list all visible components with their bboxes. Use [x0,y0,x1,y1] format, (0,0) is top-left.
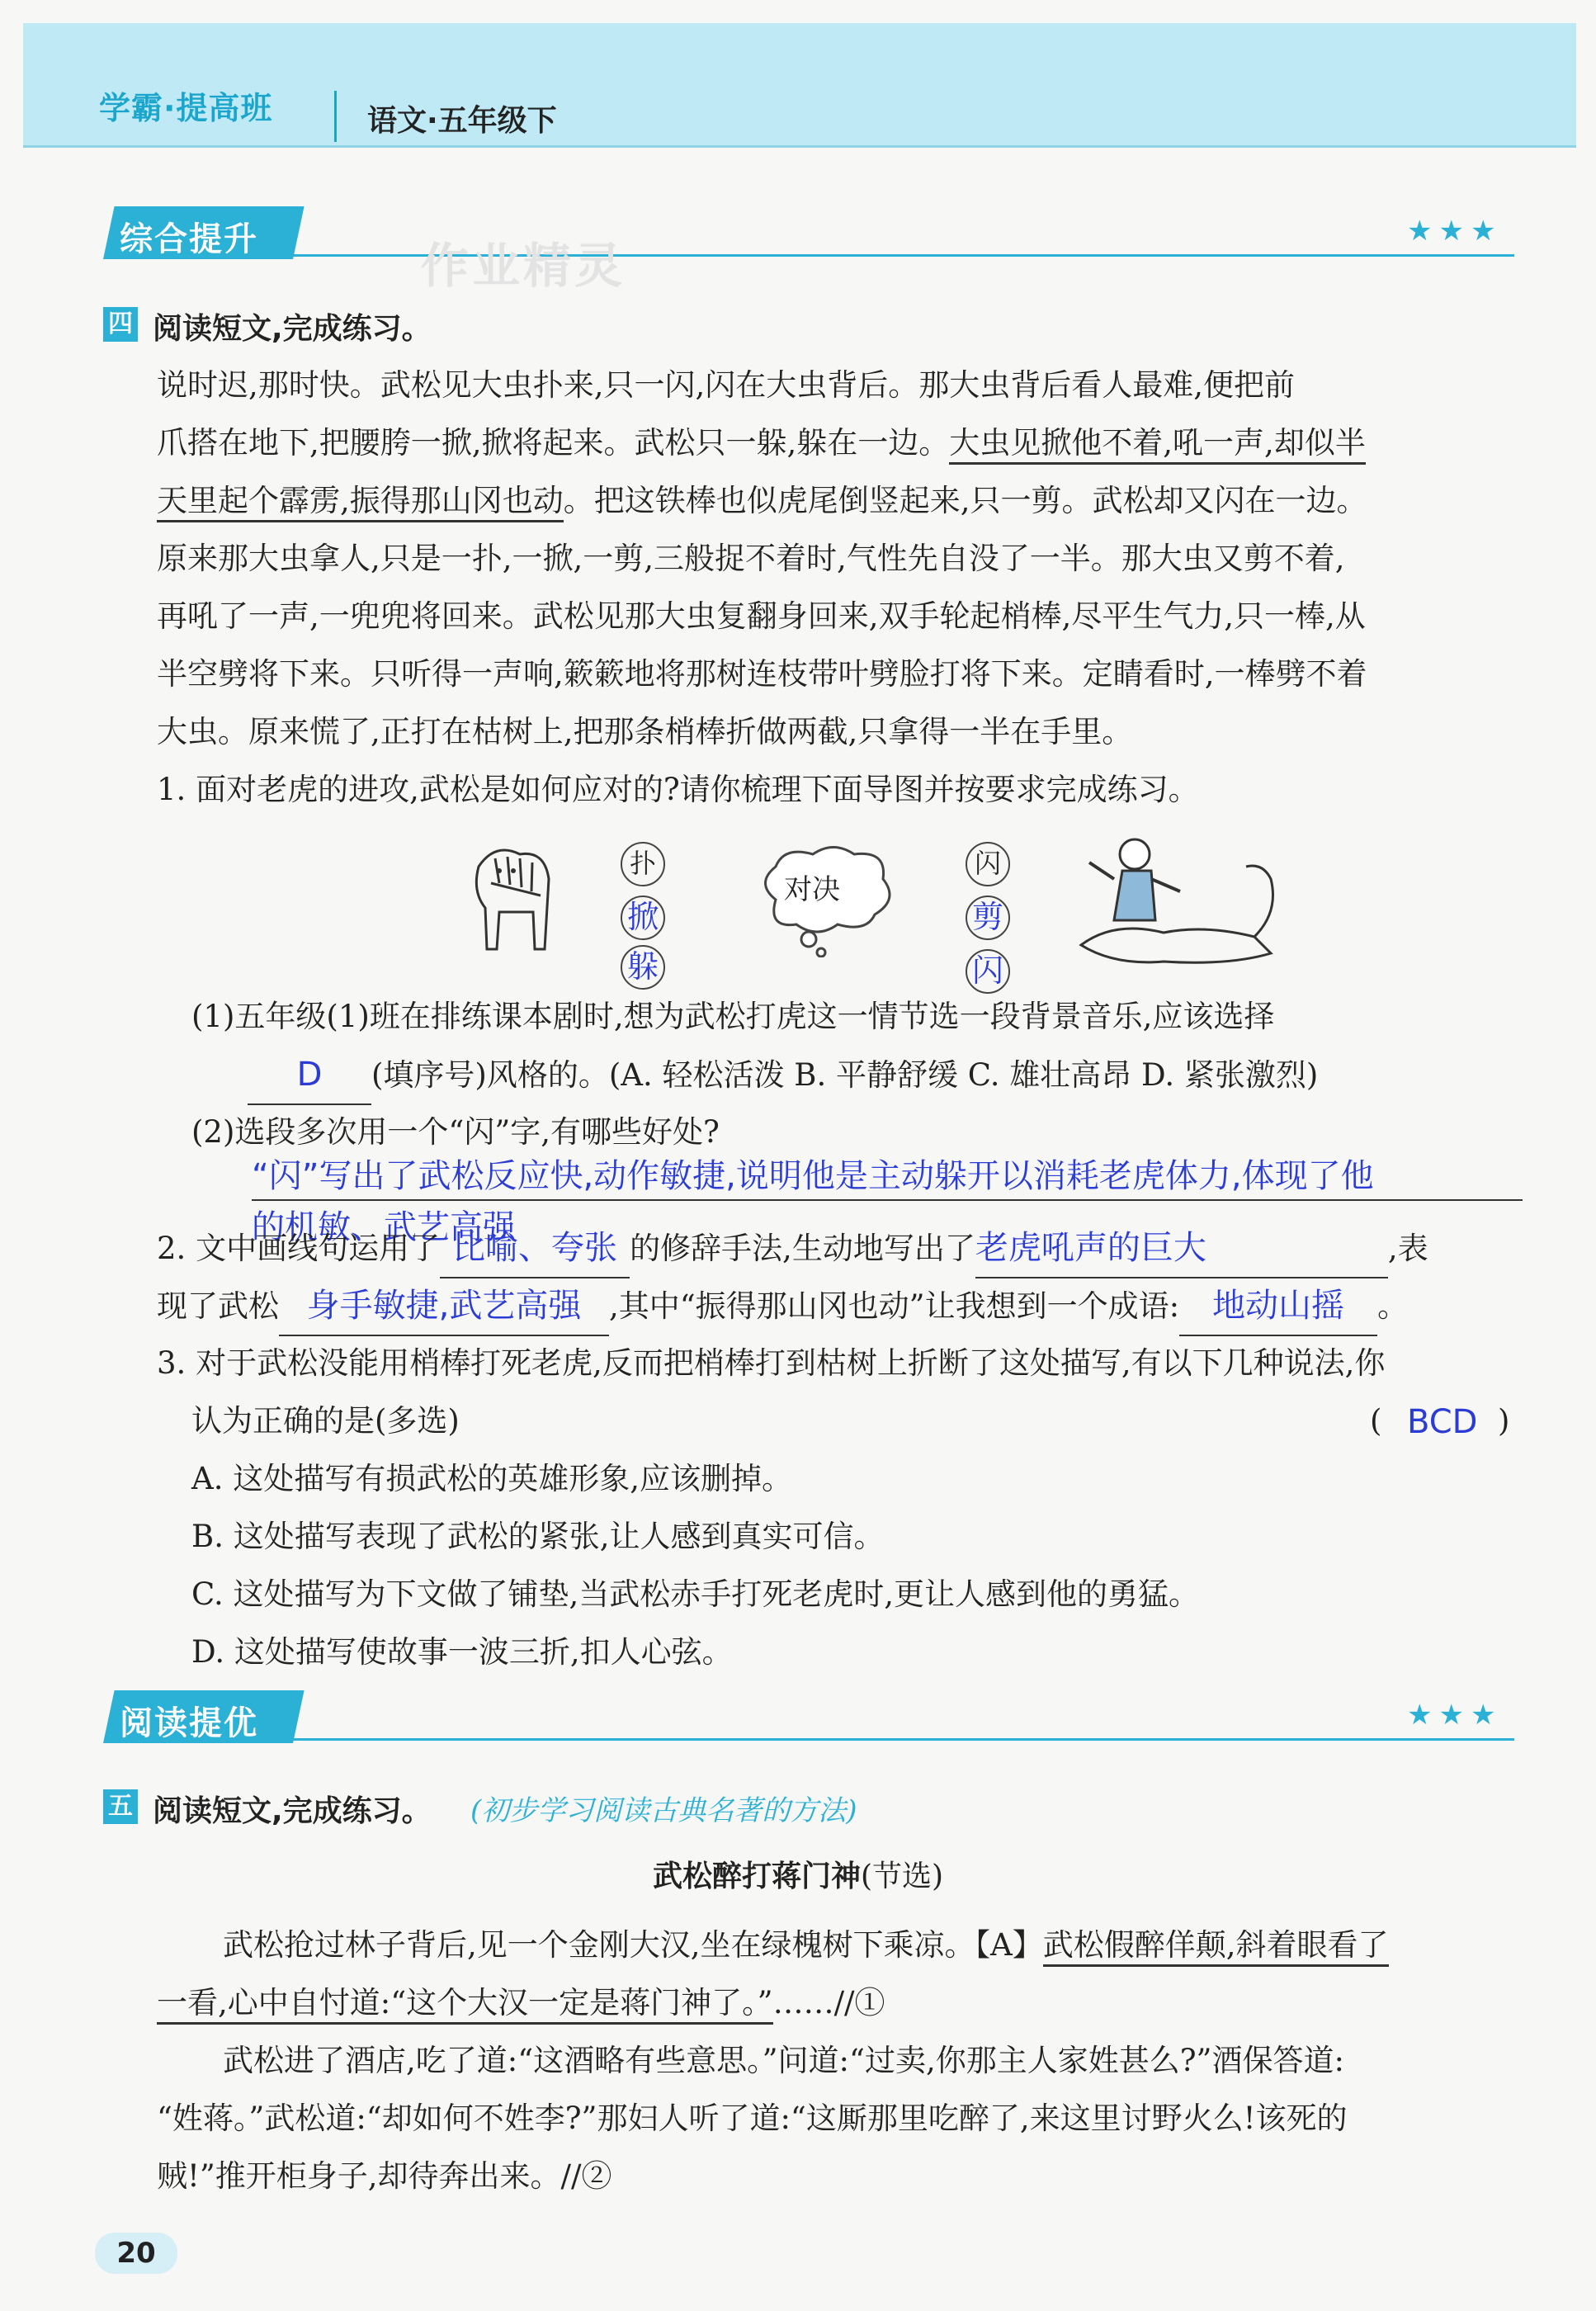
sub-question-2-answer[interactable]: “闪”写出了武松反应快,动作敏捷,说明他是主动躲开以消耗老虎体力,体现了他 [252,1153,1523,1201]
passage-line: 原来那大虫拿人,只是一扑,一掀,一剪,三般捉不着时,气性先自没了一半。那大虫又剪不着, [157,541,1345,576]
passage-line [157,1974,1527,2032]
passage-line [157,414,1518,472]
section-banner-reading [103,1690,1514,1743]
question-title: 阅读短文,完成练习。 [153,312,432,346]
item-1: 1. 面对老虎的进攻,武松是如何应对的?请你梳理下面导图并按要求完成练习。 [157,772,1199,807]
passage-line: 大虫。原来慌了,正打在枯树上,把那条梢棒折做两截,只拿得一半在手里。 [157,714,1133,749]
sub-question-1-answer-line [248,1046,1527,1105]
underlined-sentence: 一看,心中自忖道:“这个大汉一定是蒋门神了。” [157,1985,773,2025]
answer-blank-idiom[interactable]: 地动山摇 [1179,1277,1377,1336]
underlined-sentence: 天里起个霹雳,振得那山冈也动 [157,483,564,522]
question-title: 阅读短文,完成练习。 [153,1794,432,1828]
wusong-fighting-tiger-illustration [1065,829,1287,970]
passage-line: 说时迟,那时快。武松见大虫扑来,只一闪,闪在大虫背后。那大虫背后看人最难,便把前 [157,367,1296,403]
question-hint: (初步学习阅读古典名著的方法) [470,1794,857,1827]
underlined-sentence: 大虫见掀他不着,吼一声,却似半 [949,425,1366,465]
sub-question-2: (2)选段多次用一个“闪”字,有哪些好处? [191,1114,720,1150]
passage-line: 半空劈将下来。只听得一声响,簌簌地将那树连枝带叶劈脸打将下来。定睛看时,一棒劈不着 [157,656,1367,692]
item-2-line2 [157,1277,1527,1336]
diagram-circle-dodge: 闪 [966,842,1010,886]
item-3: 3. 对于武松没能用梢棒打死老虎,反而把梢棒打到枯树上折断了这处描写,有以下几种说法,你 [157,1345,1386,1381]
section-banner-comprehensive [103,206,1514,259]
answer-blank-trait[interactable]: 身手敏捷,武艺高强 [279,1277,609,1336]
answer-blank-rhetoric[interactable]: 比喻、夸张 [440,1219,630,1278]
sub-question-1-options: (填序号)风格的。(A. 轻松活泼 B. 平静舒缓 C. 雄壮高昂 D. 紧张激烈) [371,1057,1319,1093]
passage-line [223,1916,1527,1974]
passage-title-text: 武松醉打蒋门神 [652,1860,861,1893]
difficulty-stars: ★★★ [1407,1699,1503,1732]
passage-title-note: (节选) [860,1860,944,1893]
section-title: 阅读提优 [120,1704,258,1742]
diagram-answer-cut: 剪 [966,896,1010,940]
item-3-bracket-right: ) [1498,1403,1510,1439]
tiger-illustration [462,834,561,957]
passage-line: 再吼了一声,一兜兜将回来。武松见那大虫复翻身回来,双手轮起梢棒,尽平生气力,只一棒,从 [157,598,1366,634]
option-a: A. 这处描写有损武松的英雄形象,应该删掉。 [191,1461,793,1496]
diagram-answer-dodge2: 闪 [966,949,1010,994]
item-2-text: ,表 [1387,1231,1428,1266]
diagram-answer-dodge: 躲 [621,945,665,990]
brand-logo: 学霸·提高班 [99,90,273,126]
item-2-text: ,其中“振得那山冈也动”让我想到一个成语: [609,1288,1180,1324]
option-b: B. 这处描写表现了武松的紧张,让人感到真实可信。 [191,1519,885,1554]
answer-blank-effect[interactable]: 老虎吼声的巨大 [975,1219,1388,1278]
sub-question-2-answer-cont[interactable]: 的机敏、武艺高强 [252,1208,516,1246]
diagram-answer-lift: 掀 [621,896,665,940]
difficulty-stars: ★★★ [1407,215,1503,248]
passage-line: 武松进了酒店,吃了道:“这酒略有些意思。”问道:“过卖,你那主人家姓甚么?”酒保答道: [223,2043,1344,2078]
item-3-answer[interactable]: BCD [1407,1403,1478,1441]
passage-text: ……//① [772,1985,885,2020]
passage-text: 武松抢过林子背后,见一个金刚大汉,坐在绿槐树下乘凉。【A】 [223,1927,1043,1963]
passage-title [0,1853,1596,1895]
option-d: D. 这处描写使故事一波三折,扣人心弦。 [191,1634,733,1670]
answer-blank[interactable]: D [248,1046,371,1105]
sub-question-1: (1)五年级(1)班在排练课本剧时,想为武松打虎这一情节选一段背景音乐,应该选择 [191,999,1275,1034]
header-divider [334,91,337,142]
page-number: 20 [95,2233,177,2274]
passage-text: 爪搭在地下,把腰胯一掀,掀将起来。武松只一躲,躲在一边。 [157,425,950,461]
option-c: C. 这处描写为下文做了铺垫,当武松赤手打死老虎时,更让人感到他的勇猛。 [191,1576,1200,1612]
question-number: 五 [103,1789,138,1824]
diagram-center-label: 对决 [784,873,840,906]
passage-line: 贼!”推开柜身子,却待奔出来。//② [157,2158,612,2194]
underlined-sentence: 武松假醉佯颠,斜着眼看了 [1043,1927,1389,1967]
item-2-text: 。 [1377,1288,1409,1324]
diagram-circle-pounce: 扑 [621,842,665,886]
passage-line: “姓蒋。”武松道:“却如何不姓李?”那妇人听了道:“这厮那里吃醉了,来这里讨野火么!该死的 [157,2101,1348,2136]
item-3-bracket-left: ( [1370,1403,1382,1439]
item-2-text: 2. 文中画线句运用了 [157,1231,441,1266]
passage-line [157,472,1518,530]
section-title: 综合提升 [120,220,258,258]
item-3-cont: 认为正确的是(多选) [191,1403,460,1439]
section-rule [293,1738,1514,1741]
passage-text: 。把这铁棒也似虎尾倒竖起来,只一剪。武松却又闪在一边。 [563,483,1367,518]
subject-title: 语文·五年级下 [367,104,557,138]
question-number: 四 [103,307,138,342]
item-2-text: 的修辞手法,生动地写出了 [630,1231,975,1266]
watermark: 作业精灵 [421,238,626,294]
item-2-line1 [157,1219,1527,1278]
item-2-text: 现了武松 [157,1288,279,1324]
